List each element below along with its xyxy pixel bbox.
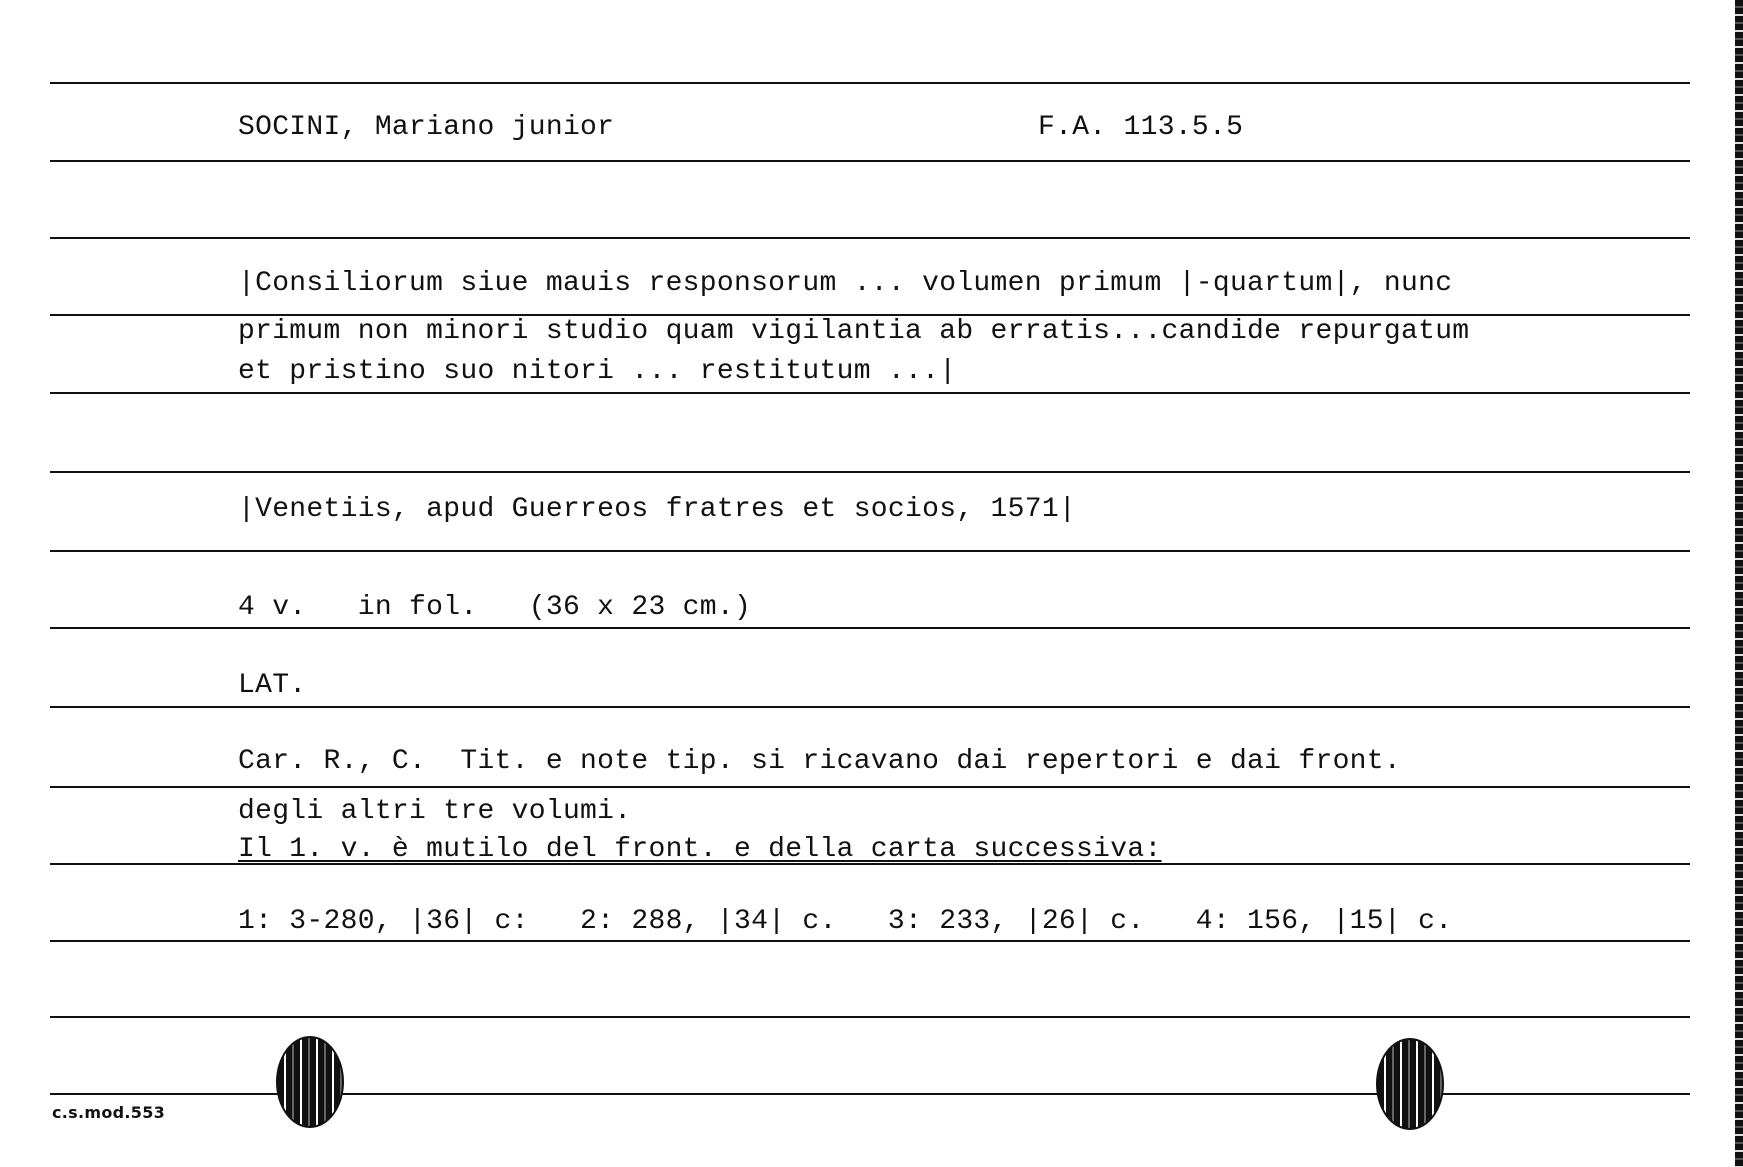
punch-hole-right [1376, 1038, 1444, 1130]
ruled-line [50, 550, 1690, 552]
ruled-line [50, 160, 1690, 162]
note-underlined: Il 1. v. è mutilo del front. e della carta successiva: [238, 834, 1162, 865]
author-heading: SOCINI, Mariano junior [238, 112, 615, 143]
ruled-line [50, 786, 1690, 788]
ruled-line [50, 392, 1690, 394]
form-code: c.s.mod.553 [52, 1103, 166, 1122]
ruled-line [50, 627, 1690, 629]
ruled-line [50, 471, 1690, 473]
punch-hole-left [276, 1036, 344, 1128]
title-line-1: |Consiliorum siue mauis responsorum ... volumen primum |-quartum|, nunc [238, 268, 1453, 299]
shelfmark: F.A. 113.5.5 [1038, 112, 1244, 143]
ruled-line [50, 82, 1690, 84]
note-line-1: Car. R., C. Tit. e note tip. si ricavano dai repertori e dai front. [238, 746, 1401, 777]
ruled-line [50, 1016, 1690, 1018]
ruled-line [50, 237, 1690, 239]
collation: 4 v. in fol. (36 x 23 cm.) [238, 592, 752, 623]
note-line-2: degli altri tre volumi. [238, 796, 632, 827]
card-edge [1735, 0, 1743, 1167]
language: LAT. [238, 670, 307, 701]
title-line-3: et pristino suo nitori ... restitutum ...| [238, 356, 957, 387]
title-line-2: primum non minori studio quam vigilantia ab erratis...candide repurgatum [238, 316, 1470, 347]
ruled-line [50, 706, 1690, 708]
imprint: |Venetiis, apud Guerreos fratres et socios, 1571| [238, 494, 1077, 525]
ruled-line [50, 940, 1690, 942]
pagination: 1: 3-280, |36| c: 2: 288, |34| c. 3: 233, |26| c. 4: 156, |15| c. [238, 906, 1453, 937]
